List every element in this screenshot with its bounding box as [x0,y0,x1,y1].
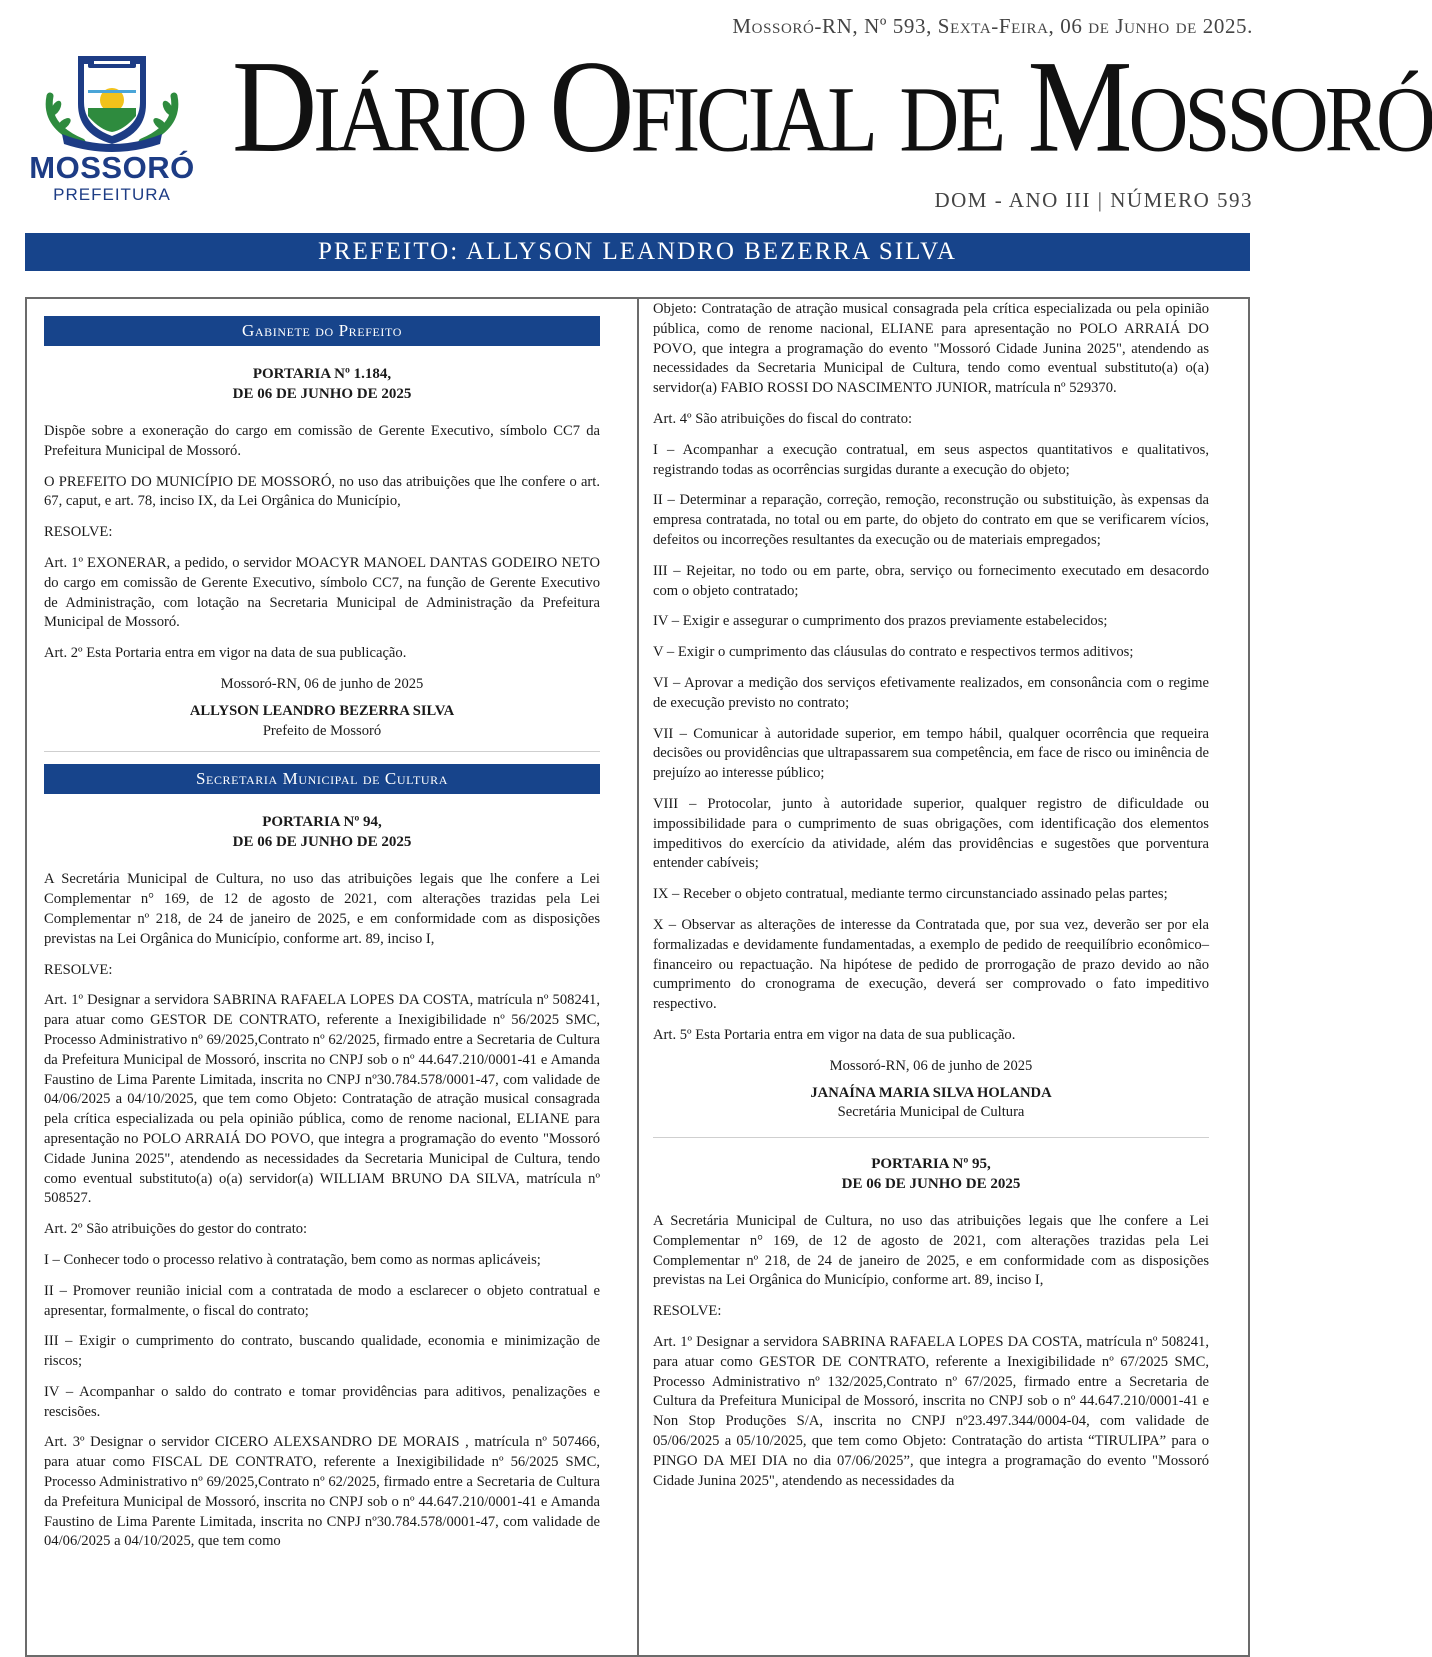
logo-subtitle: PREFEITURA [53,185,171,204]
mayor-banner: PREFEITO: ALLYSON LEANDRO BEZERRA SILVA [25,233,1250,271]
paragraph: Dispõe sobre a exoneração do cargo em comissão de Gerente Executivo, símbolo CC7 da Prefeitura Municipal de Mossoró. [44,423,600,459]
divider [44,751,600,752]
portaria-number: PORTARIA Nº 1.184, [252,366,392,382]
issue-dateline: Mossoró-RN, Nº 593, Sexta-Feira, 06 de Junho de 2025. [732,14,1253,38]
newspaper-title: Diário Oficial de Mossoró [232,33,1432,180]
paragraph: O PREFEITO DO MUNICÍPIO DE MOSSORÓ, no uso das atribuições que lhe confere o art. 67, caput, e art. 78, inciso IX, da Lei Orgânica do Município, [44,473,600,510]
right-column [653,300,1209,1502]
list-item: VII – Comunicar à autoridade superior, em tempo hábil, qualquer ocorrência que requeira decisões ou providências que ultrapassarem sua competência, em face de risco ou iminência de prejuízo ao interesse público; [653,725,1209,782]
paragraph: Objeto: Contratação de atração musical consagrada pela crítica especializada ou pela opinião pública, como de renome nacional, ELIANE para apresentação no POLO ARRAIÁ DO POVO, que integra a programação do evento "Mossoró Cidade Junina 2025", atendendo as necessidades da Secretaria Municipal de Cultura, tendo como eventual substituto(a) o(a) servidor(a) FABIO ROSSI DO NASCIMENTO JUNIOR, matrícula nº 529370. [653,301,1209,397]
list-item: IX – Receber o objeto contratual, mediante termo circunstanciado assinado pelas partes; [653,886,1168,903]
divider [653,1137,1209,1138]
paragraph: Art. 1º EXONERAR, a pedido, o servidor MOACYR MANOEL DANTAS GODEIRO NETO do cargo em comissão de Gerente Executivo, símbolo CC7, na função de Gerente Executivo de Administração, com lotação na Secretaria Municipal de Administração da Prefeitura Municipal de Mossoró. [44,554,600,631]
column-divider [637,297,639,1657]
signature-role: Secretária Municipal de Cultura [837,1104,1025,1121]
portaria-1184-title [44,364,600,404]
paragraph: II – Promover reunião inicial com a contratada de modo a esclarecer o objeto contratual e apresentar, formalmente, o fiscal do contrato; [44,1282,600,1319]
portaria-date: DE 06 DE JUNHO DE 2025 [232,386,412,402]
list-item: III – Rejeitar, no todo ou em parte, obra, serviço ou fornecimento executado em desacordo com o objeto contratado; [653,562,1209,599]
list-item: VI – Aprovar a medição dos serviços efetivamente realizados, em consonância com o regime de execução previsto no contrato; [653,674,1209,711]
paragraph: Art. 2º Esta Portaria entra em vigor na data de sua publicação. [44,645,407,662]
portaria-date: DE 06 DE JUNHO DE 2025 [841,1176,1021,1193]
paragraph: RESOLVE: [44,524,113,541]
signature-name: JANAÍNA MARIA SILVA HOLANDA [810,1084,1052,1101]
list-item: II – Determinar a reparação, correção, remoção, reconstrução ou substituição, às expensas da empresa contratada, no total ou em parte, do objeto do contrato em que se verificarem vícios, defeitos ou incorreções resultantes da execução ou de materiais empregados; [653,492,1209,548]
left-column [44,308,600,1563]
paragraph: Art. 4º São atribuições do fiscal do contrato: [653,410,913,427]
section-header-gabinete: Gabinete do Prefeito [44,316,600,346]
paragraph: III – Exigir o cumprimento do contrato, buscando qualidade, economia e minimização de riscos; [44,1333,600,1370]
paragraph: RESOLVE: [653,1303,722,1320]
portaria-94-title [44,812,600,852]
list-item: VIII – Protocolar, junto à autoridade superior, qualquer registro de dificuldade ou impossibilidade para o cumprimento de suas obrigações, com identificação dos elementos impeditivos do exercício da atividade, além das providências e sugestões que porventura entender cabíveis; [653,795,1209,872]
list-item: X – Observar as alterações de interesse da Contratada que, por sua vez, deverão ser por ela formalizadas e devidamente fundamentadas, a exemplo de pedido de reequilíbrio econômico–financeiro ou repactuação. Na hipótese de pedido de prorrogação de prazo devido ao não cumprimento do cronograma de execução, deverá ser comprovado o fato impeditivo respectivo. [653,916,1209,1013]
list-item: IV – Exigir e assegurar o cumprimento dos prazos previamente estabelecidos; [653,613,1108,630]
paragraph: Art. 5º Esta Portaria entra em vigor na data de sua publicação. [653,1026,1016,1043]
city-coat-of-arms-icon [22,46,202,150]
edition-number: DOM - ANO III | NÚMERO 593 [934,188,1253,212]
portaria-number: PORTARIA Nº 94, [262,814,382,831]
signature-place-date: Mossoró-RN, 06 de junho de 2025 [220,675,424,692]
paragraph: Art. 1º Designar a servidora SABRINA RAFAELA LOPES DA COSTA, matrícula nº 508241, para atuar como GESTOR DE CONTRATO, referente a Inexigibilidade nº 56/2025 SMC, Processo Administrativo nº 69/2025,Contrato nº 62/2025, firmado entre a Secretaria de Cultura da Prefeitura Municipal de Mossoró, inscrita no CNPJ sob o nº 44.647.210/0001-41 e Amanda Faustino de Lima Parente Limitada, inscrita no CNPJ nº30.784.578/0001-47, com validade de 04/06/2025 a 04/10/2025, que tem como Objeto: Contratação de atração musical consagrada pela crítica especializada ou pela opinião pública, como de renome nacional, ELIANE para apresentação no POLO ARRAIÁ DO POVO, que integra a programação do evento "Mossoró Cidade Junina 2025", atendendo as necessidades da Secretaria Municipal de Cultura, tendo como eventual substituto(a) o(a) servidor(a) WILLIAM BRUNO DA SILVA, matrícula nº 508527. [44,992,600,1207]
portaria-date: DE 06 DE JUNHO DE 2025 [232,834,412,851]
paragraph: A Secretária Municipal de Cultura, no uso das atribuições legais que lhe confere a Lei Complementar n° 169, de 12 de agosto de 2021, com alterações trazidas pela Lei Complementar nº 218, de 24 de janeiro de 2025, e em conformidade com as disposições previstas na Lei Orgânica do Município, conforme art. 89, inciso I, [653,1213,1209,1289]
paragraph: Art. 2º São atribuições do gestor do contrato: [44,1221,308,1238]
portaria-95-title [653,1154,1209,1194]
paragraph: I – Conhecer todo o processo relativo à contratação, bem como as normas aplicáveis; [44,1251,541,1268]
list-item: I – Acompanhar a execução contratual, em seus aspectos quantitativos e qualitativos, registrando todas as ocorrências surgidas durante a execução do objeto; [653,441,1209,478]
signature-name: ALLYSON LEANDRO BEZERRA SILVA [189,702,455,719]
signature-place-date: Mossoró-RN, 06 de junho de 2025 [829,1057,1033,1074]
paragraph: RESOLVE: [44,961,113,978]
list-item: V – Exigir o cumprimento das cláusulas do contrato e respectivos termos aditivos; [653,644,1134,661]
paragraph: Art. 3º Designar o servidor CICERO ALEXSANDRO DE MORAIS , matrícula nº 507466, para atuar como FISCAL DE CONTRATO, referente a Inexigibilidade nº 56/2025 SMC, Processo Administrativo nº 69/2025,Contrato nº 62/2025, firmado entre a Secretaria de Cultura da Prefeitura Municipal de Mossoró, inscrita no CNPJ sob o nº 44.647.210/0001-41 e Amanda Faustino de Lima Parente Limitada, inscrita no CNPJ nº30.784.578/0001-47, com validade de 04/06/2025 a 04/10/2025, que tem como [44,1434,600,1550]
paragraph: A Secretária Municipal de Cultura, no uso das atribuições legais que lhe confere a Lei Complementar n° 169, de 12 de agosto de 2021, com alterações trazidas pela Lei Complementar nº 218, de 24 de janeiro de 2025, e em conformidade com as disposições previstas na Lei Orgânica do Município, conforme art. 89, inciso I, [44,871,600,947]
prefeitura-logo [22,46,202,206]
section-header-cultura: Secretaria Municipal de Cultura [44,764,600,794]
logo-city-name: MOSSORÓ [29,150,195,185]
signature-role: Prefeito de Mossoró [262,722,382,739]
paragraph: Art. 1º Designar a servidora SABRINA RAFAELA LOPES DA COSTA, matrícula nº 508241, para atuar como GESTOR DE CONTRATO, referente a Inexigibilidade nº 67/2025 SMC, Processo Administrativo nº 132/2025,Contrato nº 67/2025, firmado entre a Secretaria de Cultura da Prefeitura Municipal de Mossoró, inscrita no CNPJ sob o nº 44.647.210/0001-41 e Non Stop Produções S/A, inscrita no CNPJ nº23.497.344/0004-04, com validade de 05/06/2025 a 05/10/2025, que tem como Objeto: Contratação do artista “TIRULIPA” para o PINGO DA MEI DIA no dia 07/06/2025”, que integra a programação do evento "Mossoró Cidade Junina 2025", atendendo as necessidades da [653,1334,1209,1489]
portaria-number: PORTARIA Nº 95, [871,1156,991,1173]
paragraph: IV – Acompanhar o saldo do contrato e tomar providências para aditivos, penalizações e rescisões. [44,1383,600,1420]
